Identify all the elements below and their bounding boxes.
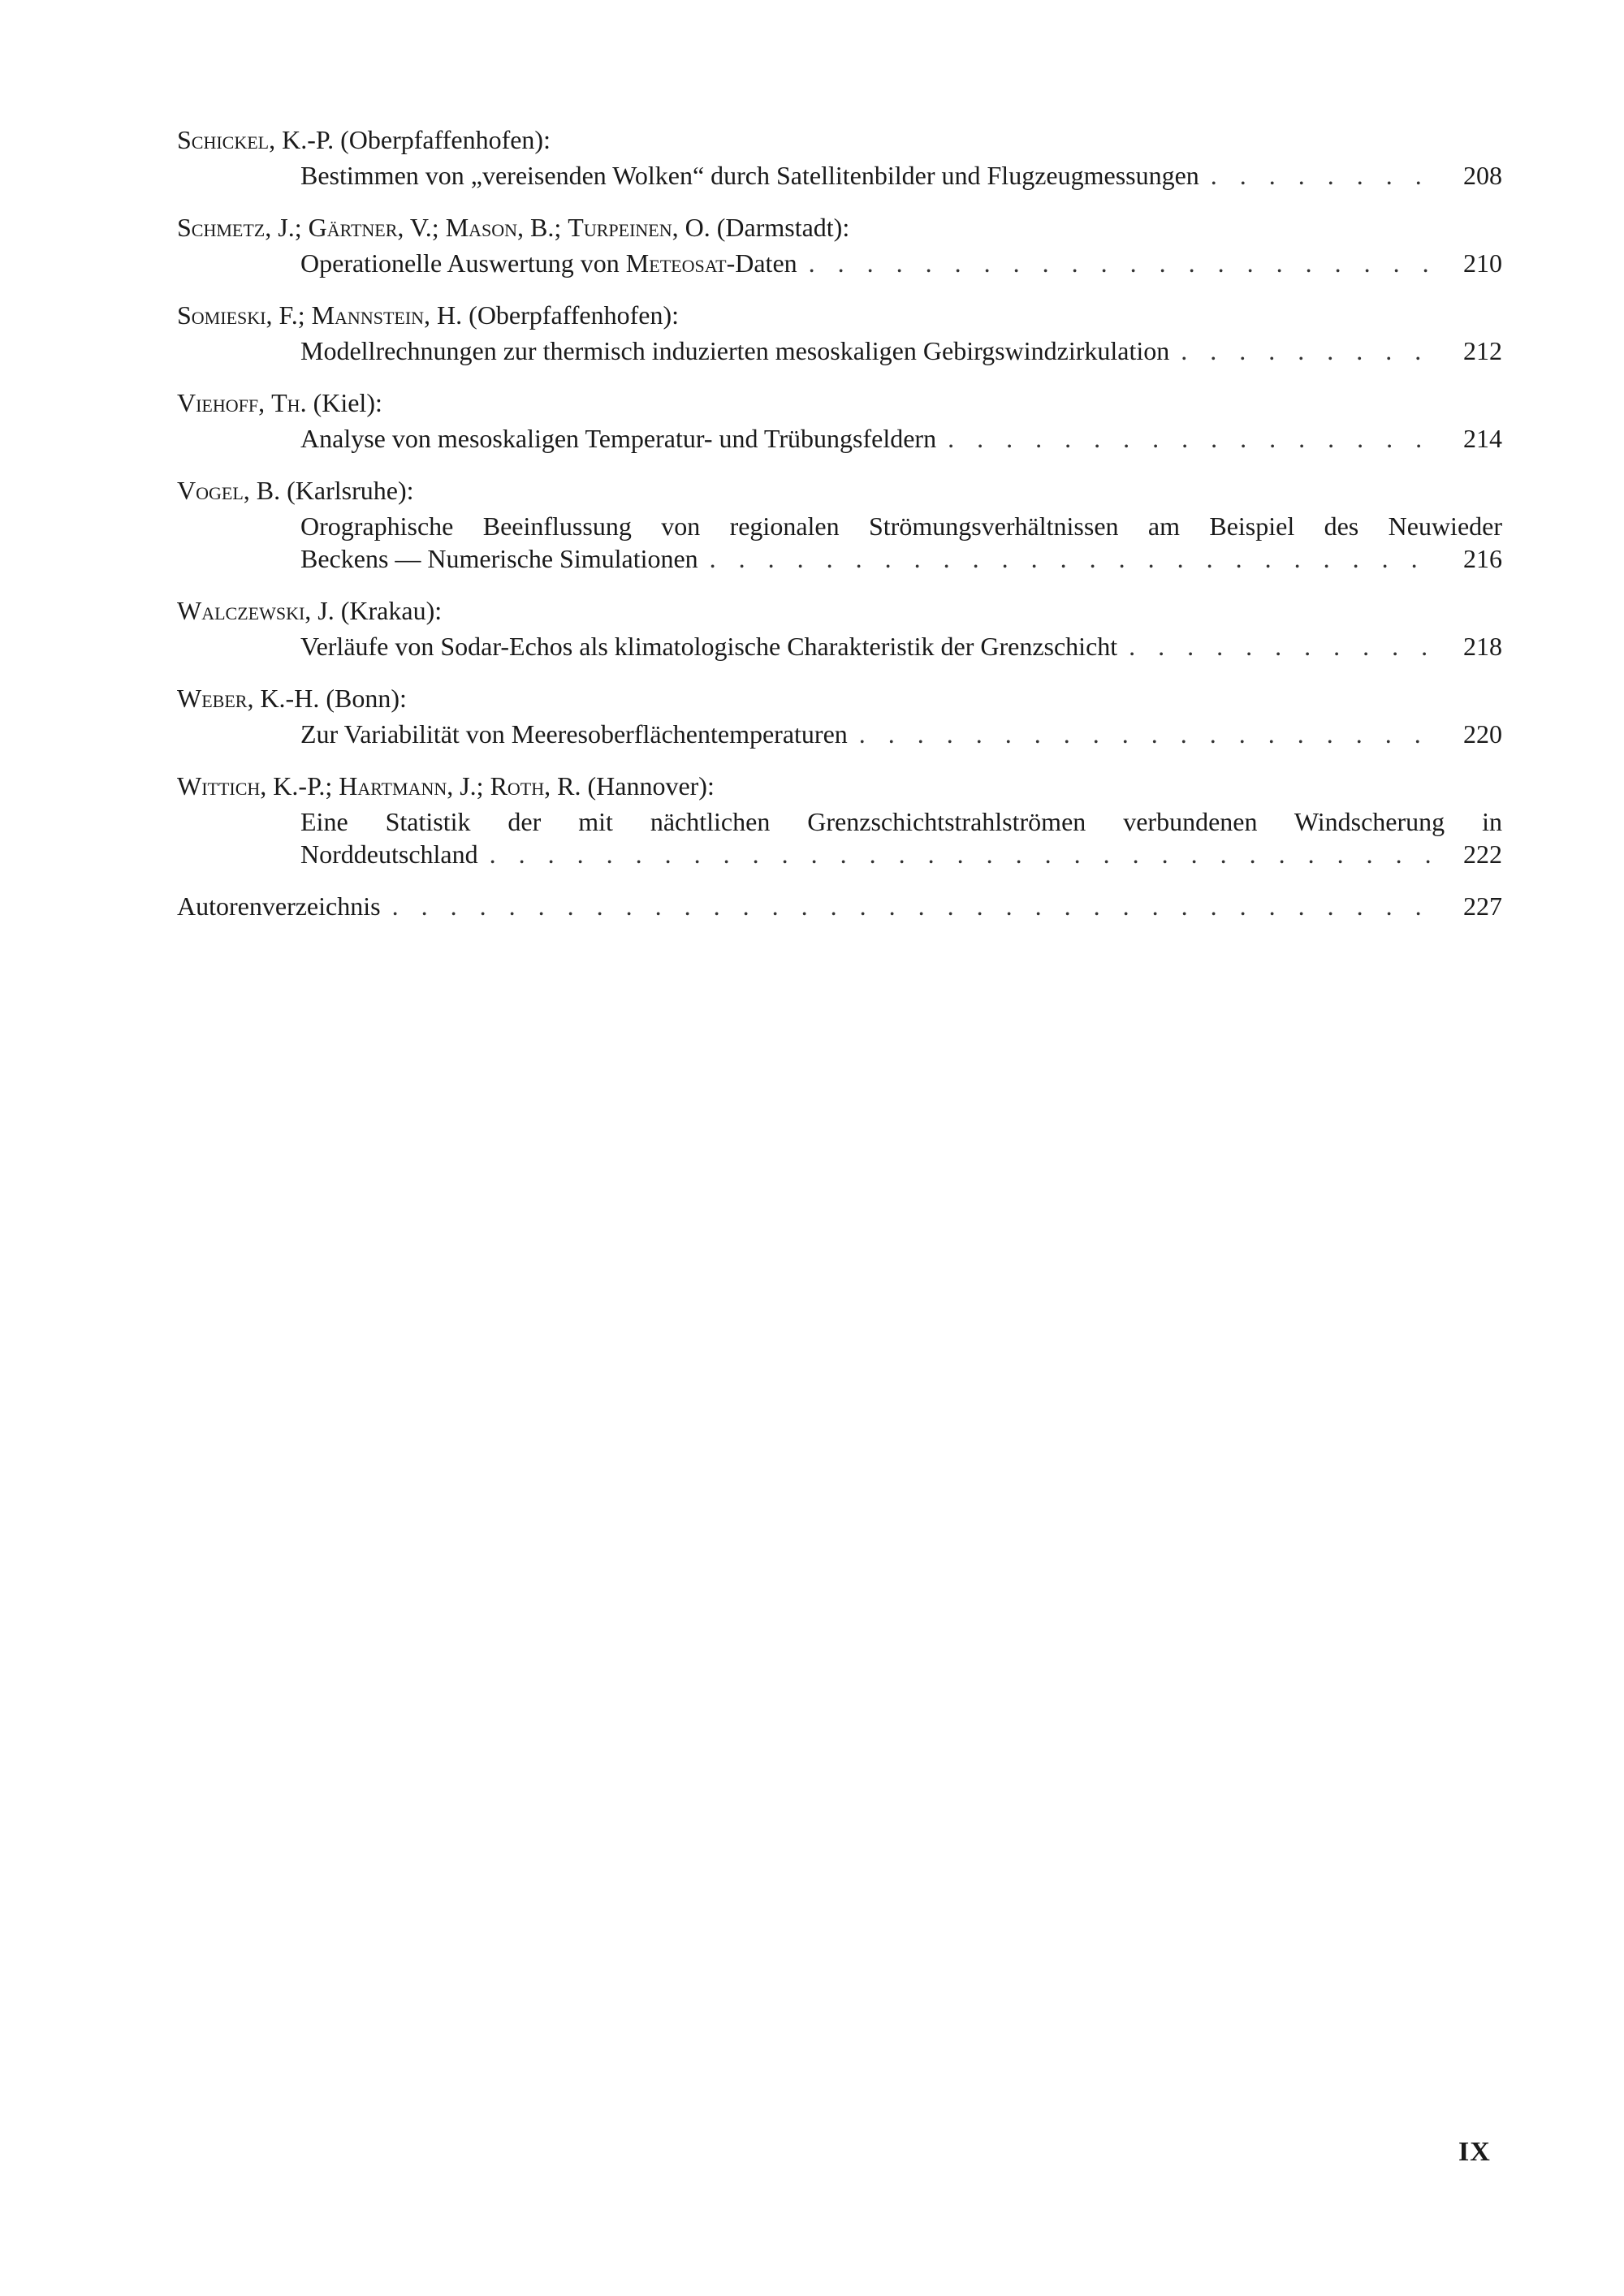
author-surname: Vogel [177, 476, 244, 505]
entry-title-line [177, 630, 1502, 671]
author-initials: , B. [243, 476, 281, 505]
author-initials: , K.-P.; [260, 771, 339, 801]
author-index-label: Autorenverzeichnis [177, 891, 381, 921]
author-initials: , J. [304, 596, 335, 625]
author-initials: , F.; [266, 300, 312, 330]
toc-entry [177, 594, 1502, 671]
entry-affiliation: (Oberpfaffenhofen): [462, 300, 679, 330]
entry-title-line [177, 542, 1502, 583]
entry-title-line [177, 422, 1502, 463]
author-surname: Somieski [177, 300, 266, 330]
toc-entry [177, 211, 1502, 287]
entry-page-number: 214 [1463, 424, 1502, 453]
entry-page-number: 222 [1463, 839, 1502, 869]
entry-authors [177, 682, 1502, 718]
author-surname: Mason [445, 213, 518, 242]
author-surname: Hartmann [339, 771, 447, 801]
entry-authors [177, 474, 1502, 510]
dot-leader [1211, 159, 1437, 192]
entry-authors [177, 123, 1502, 159]
author-surname: Viehoff [177, 388, 259, 417]
author-initials: , K.-P. [269, 125, 335, 154]
entry-affiliation: (Kiel): [306, 388, 382, 417]
toc-entry [177, 770, 1502, 878]
entry-title: Verläufe von Sodar-Echos als klimatologische Charakteristik der Grenzschicht [300, 632, 1118, 661]
dot-leader [948, 422, 1437, 455]
dot-leader [710, 542, 1437, 575]
author-surname: Schickel [177, 125, 270, 154]
author-index-entry [177, 890, 1502, 930]
entry-authors [177, 594, 1502, 630]
page-folio: IX [1458, 2137, 1491, 2167]
entry-title-line: Orographische Beeinflussung von regionalen Strömungsverhältnissen am Beispiel des Neuwieder [300, 511, 1502, 541]
author-index-page-number: 227 [1463, 891, 1502, 921]
dot-leader [1129, 630, 1437, 662]
entry-affiliation: (Darmstadt): [710, 213, 850, 242]
entry-title: Zur Variabilität von Meeresoberflächentemperaturen [300, 719, 848, 749]
author-initials: , V.; [397, 213, 446, 242]
entry-page-number: 216 [1463, 544, 1502, 573]
table-of-contents [177, 123, 1502, 930]
entry-title: Beckens — Numerische Simulationen [300, 544, 698, 573]
entry-title-line [177, 247, 1502, 287]
author-initials: , [258, 388, 272, 417]
toc-entry [177, 123, 1502, 200]
toc-entry [177, 386, 1502, 463]
entry-page-number: 210 [1463, 248, 1502, 278]
author-initials: , R. [544, 771, 581, 801]
dot-leader [490, 838, 1437, 870]
author-surname: Gärtner [308, 213, 398, 242]
dot-leader [392, 890, 1437, 922]
entry-authors [177, 211, 1502, 247]
author-surname: Mannstein [311, 300, 425, 330]
entry-title: Modellrechnungen zur thermisch induzierten mesoskaligen Gebirgswindzirkulation [300, 336, 1170, 365]
entry-title-line: Eine Statistik der mit nächtlichen Grenzschichtstrahlströmen verbundenen Windscherung in [300, 807, 1502, 836]
entry-affiliation: (Karlsruhe): [280, 476, 414, 505]
author-forename: Th [271, 388, 300, 417]
dot-leader [809, 247, 1437, 279]
entry-title-line [177, 159, 1502, 200]
toc-entry [177, 474, 1502, 583]
entry-title-line [177, 718, 1502, 758]
entry-authors [177, 386, 1502, 422]
author-surname: Weber [177, 684, 248, 713]
title-part: Operationelle Auswertung von [300, 248, 626, 278]
entry-page-number: 212 [1463, 336, 1502, 365]
entry-title [300, 247, 797, 279]
author-surname: Turpeinen [568, 213, 672, 242]
entry-page-number: 208 [1463, 161, 1502, 190]
author-initials: , H. [424, 300, 463, 330]
entry-affiliation: (Oberpfaffenhofen): [334, 125, 551, 154]
entry-authors [177, 770, 1502, 805]
entry-page-number: 220 [1463, 719, 1502, 749]
entry-title: Analyse von mesoskaligen Temperatur- und Trübungsfeldern [300, 424, 937, 453]
dot-leader [1181, 334, 1437, 367]
author-surname: Wittich [177, 771, 261, 801]
author-initials: . [300, 388, 307, 417]
title-part: -Daten [726, 248, 797, 278]
entry-page-number: 218 [1463, 632, 1502, 661]
author-surname: Walczewski [177, 596, 305, 625]
entry-affiliation: (Bonn): [319, 684, 407, 713]
author-initials: , J.; [265, 213, 309, 242]
author-surname: Schmetz [177, 213, 266, 242]
author-initials: , O. [672, 213, 710, 242]
toc-entry [177, 682, 1502, 758]
dot-leader [859, 718, 1437, 750]
title-part-smallcaps: Meteosat [625, 248, 727, 278]
author-surname: Roth [490, 771, 545, 801]
entry-authors [177, 299, 1502, 334]
entry-affiliation: (Krakau): [334, 596, 443, 625]
entry-title: Norddeutschland [300, 839, 478, 869]
author-initials: , J.; [447, 771, 490, 801]
entry-affiliation: (Hannover): [581, 771, 715, 801]
entry-title: Bestimmen von „vereisenden Wolken“ durch Satellitenbilder und Flugzeugmessungen [300, 161, 1199, 190]
author-initials: , B.; [517, 213, 568, 242]
author-initials: , K.-H. [247, 684, 320, 713]
toc-entry [177, 299, 1502, 375]
entry-title-line [177, 838, 1502, 878]
entry-title-line [177, 334, 1502, 375]
